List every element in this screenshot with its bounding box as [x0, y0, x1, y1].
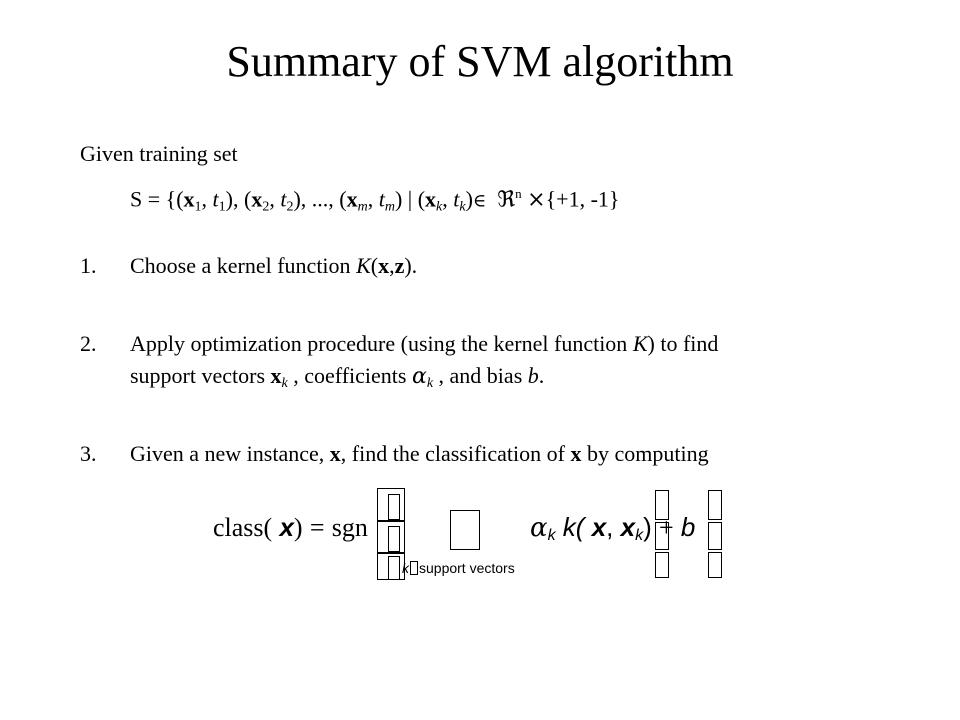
step-2-line-1: Apply optimization procedure (using the kernel function K) to find	[130, 331, 719, 356]
training-set-definition: $S = \{(x_1$, $t_1$), ($x_2$, $t_2$), ..., ($x_m$, $t_m$) | ($x_k$, $t_k)\in$ ℜ$^n$ ×{+1, -1}	[130, 186, 620, 215]
right-bracket-mid-glyph	[655, 522, 669, 550]
step-1-number: 1.	[80, 253, 97, 278]
outer-bracket-bottom-glyph	[708, 552, 722, 578]
outer-bracket-top-glyph	[708, 490, 722, 520]
step-3-text: Given a new instance, x, find the classification of x by computing	[130, 441, 709, 466]
right-bracket-bottom-glyph	[655, 552, 669, 578]
slide-title: Summary of SVM algorithm	[226, 37, 734, 86]
bracket-inner-mid-glyph	[388, 526, 400, 552]
summation-subscript: k support vectors	[402, 560, 515, 576]
step-1-text: Choose a kernel function K(x,z).	[130, 253, 418, 278]
outer-bracket-mid-glyph	[708, 522, 722, 550]
intro-text: Given training set	[80, 141, 238, 166]
right-bracket-top-glyph	[655, 490, 669, 520]
step-2-line-2: support vectors $x_k$ , coefficients $\alpha_k$ , and bias b.	[130, 363, 545, 391]
formula-left: class( x) = sgn	[213, 512, 368, 542]
bracket-inner-bottom-glyph	[388, 556, 400, 580]
step-3-number: 3.	[80, 441, 97, 466]
step-2-number: 2.	[80, 331, 97, 356]
formula-summand: $\alpha_k$ k( x, $x_k) + b$	[530, 512, 696, 544]
bracket-inner-top-glyph	[388, 494, 400, 520]
summation-glyph	[450, 510, 480, 550]
